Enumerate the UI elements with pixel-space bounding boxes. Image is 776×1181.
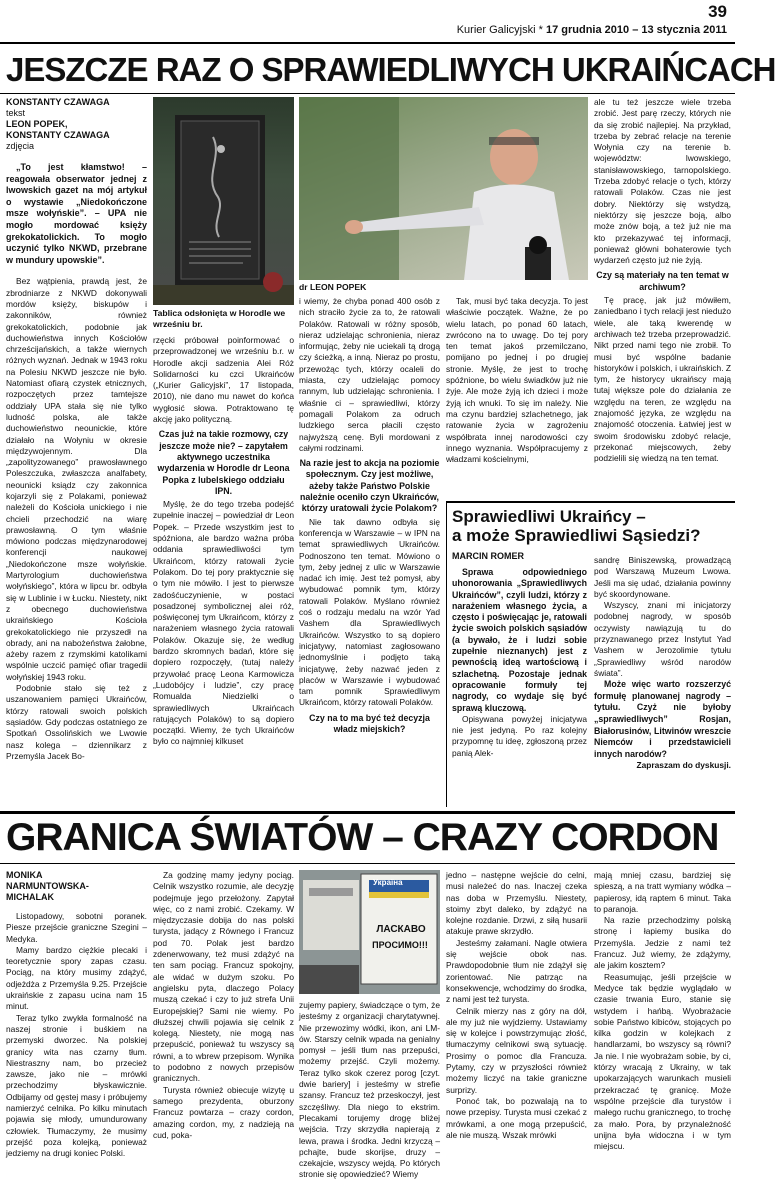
photo1-caption: Tablica odsłonięta w Horodle we wrześniu br.	[153, 308, 286, 329]
article1-column-2	[153, 335, 294, 807]
article1-column-3	[299, 296, 440, 807]
sidebar-title-line: a może Sprawiedliwi Sąsiedzi?	[452, 526, 701, 545]
article2-paragraph: Na razie przechodzimy polską stronę i łapiemy busika do Przemyśla. Jedzie z nami też Francuz. Już wiemy, że zdążymy, ale jakim kosztem?	[594, 915, 731, 971]
sidebar-column-1	[452, 567, 587, 803]
byline-line: tekst	[6, 108, 26, 118]
sidebar-paragraph: Opisywana powyżej inicjatywa nie jest jedyną. Po raz kolejny przypomnę tu ideę, zgłoszoną przez panią Alek-	[452, 713, 587, 758]
article1-paragraph: Bez wątpienia, prawdą jest, że zbrodniarze z NKWD dokonywali mordów księży, biskupów i zakonników, również grekokatolickich, podobnie jak duchowieństwa innych Kościołów chrześcijańskich, a także wiernych różnych wyznań. Jednak w 1943 roku na Polesiu NKWD jeszcze nie było. Natomiast ofiarą czystek etnicznych, rozpoczętych przez tamtejsze oddziały UPA stała się nie tylko ludność polska, ale także duchowieństwo neounickie, które działało na Wołyniu w okresie międzywojennym. Dla „zapolityzowanego” prawosławnego Poleszczuka, zwłaszcza analfabety, neounicki ksiądz czy zakonnica kojarzyli się z Polakami, ponieważ należeli do Kościoła unickiego i nie chcieli przechodzić na wiarę prawosławną. O tym właśnie mówiono podczas międzynarodowej konferencji naukowej „Niedokończone msze wołyńskie. Martyrologium duchowieństwa wołyńskiego”, która w lipcu br. odbyła się w Lublinie i w Łucku. Niestety, nikt z obecnego duchowieństwa ukraińskiego Kościoła grekokatolickiego nie przyszedł na obrady, ani na nabożeństwa żałobne, ażeby razem z rzymskimi katolikami wspólnie uczcić pamięć ofiar tragedii wołyńskiej 1943 roku.	[6, 276, 147, 682]
article2-paragraph: jedno – następne wejście do celni, musi należeć do nas. Inaczej czeka nas doba w Przemyślu. Niestety, stoimy zbyt daleko, by zdążyć na kolejne rozdanie. Drzwi, z siłą husarii atakuje prawe skrzydło.	[446, 870, 587, 937]
byline-line: LEON POPEK,	[6, 119, 68, 129]
article1-paragraph: ale tu też jeszcze wiele trzeba zrobić. Jest parę rzeczy, których nie da się zrobić najlepiej. Na przykład, trzeba by zebrać relacje na terenie Wołynia czy na terenie b. województw: lwowskiego, stanisławowskiego, tarnopolskiego. Trzeba zdobyć relacje o tych, którzy ratowali Polaków. Czas nie jest dobry. Niektórzy się wstydzą, niektórzy się jeszcze boją, albo może znów boją, a też już nie ma kto przekazywać tej informacji, ponieważ główni bohaterowie tych wydarzeń często już nie żyją.	[594, 97, 731, 266]
article2-top-rule	[0, 811, 735, 814]
article2-title: GRANICA ŚWIATÓW – CRAZY CORDON	[6, 816, 719, 859]
byline-line: KONSTANTY CZAWAGA	[6, 97, 110, 107]
article2-paragraph: Za godzinę mamy jedyny pociąg. Celnik wszystko rozumie, ale decyzję podejmuje jego przełożony. Zapytał więc, co z nami zrobić. Czekamy. W międzyczasie dobija do nas polski turysta, jadący z Równego i Francuz pod 70. Polak jest bardzo zdenerwowany, też musi zdążyć na ten sam pociąg. Francuz spokojny, ale widać w dużym szoku. Po angielsku pyta, dlaczego Polacy muszą czekać i czy to już strefa Unii Europejskiej? Sami nie wiemy. Po dłuższej chwili pojawia się celnik z kolegą. Niestety, nie mogą nas przepuścić, ponieważ tu wszyscy są równi, a to wbrew przepisom. Wynika to podobno z nowych przepisów granicznych.	[153, 870, 294, 1084]
article1-question: Czy są materiały na ten temat w archiwum?	[596, 270, 729, 292]
article1-column-1	[6, 97, 147, 807]
article1-paragraph: Tę pracę, jak już mówiłem, zaniedbano i tych relacji jest niedużo wiele, ale taką kwerendę w archiwach też trzeba przeprowadzić. Nikt przed nami tego nie zrobił. To musi być wspólne badanie historyków i polskich, i ukraińskich. Z tym, że historycy ukraińscy mają tutaj większe pole do działania ze względu na teren, ze względu na znajomość języka, ze względu na znajomość otoczenia. Łatwiej jest w swoim środowisku zdobyć relacje, przekonać miejscowych, żeby podzielili się wiedzą na ten temat.	[594, 295, 731, 464]
article2-paragraph: Reasumując, jeśli przejście w Medyce tak będzie wyglądało w czasie trwania Euro, stanie się wstydem i hańbą. Wyobrażacie sobie Państwo kibiców, stojących po kilka godzin w kolejkach z handlarzami, bo wszyscy są równi? Ja nie. I nie wyobrażam sobie, by ci, którzy wracają z Ukrainy, w tak upokarzających warunkach musieli przekraczać tę granicę. Może wspólne przejście dla turystów i małego ruchu granicznego, to trochę za mało. Pora, by przynależność unijna była widoczna i w tym miejscu.	[594, 971, 731, 1152]
dateline	[457, 24, 727, 36]
article2-paragraph: Jesteśmy załamani. Nagle otwiera się wejście obok nas. Prawdopodobnie tłum nie zdążył się zorientować. Nie patrząc na konsekwencje, wchodzimy do środka, z nami jest też turysta.	[446, 937, 587, 1005]
article1-question: Czas już na takie rozmowy, czy jeszcze może nie? – zapytałem aktywnego uczestnika wydarzenia w Horodle dr Leona Popka z lubelskiego oddziału IPN.	[157, 429, 290, 496]
byline-line: zdjęcia	[6, 141, 35, 151]
article1-question: Czy na to ma być też decyzja władz miejskich?	[309, 712, 430, 734]
article2-paragraph: mają mniej czasu, bardziej się spieszą, a na tratt wymiany wódka – papierosy, idą raptem 6 minut. Taka to paranoja.	[594, 870, 731, 914]
sidebar-column-2	[594, 555, 731, 803]
article1-paragraph: Podobnie stało się też z uszanowaniem pamięci Ukraińców, którzy ratowali swoich polskich sąsiadów. Gdy podczas ostatniego ze Spotkań Ossolińskich we Lwowie nasz kolega – dziennikarz z Przemyśla Jacek Bo-	[6, 683, 147, 761]
article2-byline	[6, 870, 147, 903]
sign-welcome-1: ЛАСКАВО	[376, 924, 426, 935]
article2-paragraph: Listopadowy, sobotni poranek. Piesze przejście graniczne Szegini – Medyka.	[6, 911, 147, 944]
article2-paragraph: Mamy bardzo ciężkie plecaki i teoretycznie spory zapas czasu. Pociąg, na który musimy zdążyć, odjeżdża z Przemyśla 9.25. Przejście ukraińskie z zapasu ucina nam 15 minut.	[6, 944, 147, 1012]
byline-line: MICHALAK	[6, 892, 54, 902]
header-rule	[0, 42, 735, 44]
article2-column-2	[153, 870, 294, 1140]
plaque-photo-illustration	[153, 97, 294, 305]
article2-column-5	[594, 870, 731, 1152]
article1-column-4	[446, 296, 588, 496]
byline-line: MONIKA	[6, 870, 43, 880]
portrait-photo-illustration	[299, 97, 588, 280]
sign-welcome-2: ПРОСИМО!!!	[372, 940, 428, 950]
sidebar-lead: Sprawa odpowiedniego uhonorowania „Sprawiedliwych Ukraińców”, czyli ludzi, którzy z narażeniem własnego życia, a często i poświęcając je, ratowali życie swoich polskich sąsiadów (a bywało, że i ludzi sobie zupełnie nieznanych) jest z pewnością ideą wartościową i szlachetną. Pozostaje jednak opracowanie formuły tej nagrody, co wydaje się być sprawą kluczową.	[452, 567, 587, 713]
article1-title: JESZCZE RAZ O SPRAWIEDLIWYCH UKRAIŃCACH	[6, 51, 776, 88]
dateline-separator: *	[535, 24, 546, 36]
photo-plaque	[153, 97, 294, 305]
article2-paragraph: Celnik mierzy nas z góry na dół, ale my już nie wyjdziemy. Ustawiamy się w kolejce i powstrzymując złość, tłumaczymy celnikowi swą sytuację. Prosimy o pomoc dla Francuza. Pytamy, czy w przyszłości również możemy liczyć na takie graniczne surprizy.	[446, 1005, 587, 1095]
sidebar-paragraph: Wszyscy, znani mi inicjatorzy podobnej nagrody, w sposób oczywisty nawiązują tu do przyznawanego przez Instytut Yad Vashem w Jerozolimie tytułu „Sprawiedliwy wśród narodów świata”.	[594, 600, 731, 678]
article1-column-5	[594, 97, 731, 497]
photo2-caption: dr LEON POPEK	[299, 282, 367, 292]
sidebar-title	[452, 507, 732, 545]
article2-column-3	[299, 1000, 440, 1180]
sidebar-byline: MARCIN ROMER	[452, 551, 524, 561]
issue-dates: 17 grudnia 2010 – 13 stycznia 2011	[545, 24, 727, 36]
article1-lead: „To jest kłamstwo! – reagowała obserwator jednej z lwowskich gazet na mój artykuł o wystawie „Niedokończone msze wołyńskie”. – UPA nie mogło mordować księży grekokatolickich. To mogło uczynić tylko NKWD, przebrane w mundury upowskie”.	[6, 162, 147, 265]
article1-question: Na razie jest to akcja na poziomie społecznym. Czy jest możliwe, ażeby także Państwo Polskie należnie oceniło czyn Ukraińców, którzy uratowali życie Polakom?	[299, 458, 440, 514]
photo-border-sign	[299, 870, 440, 994]
article2-title-rule	[0, 863, 735, 864]
sidebar-title-line: Sprawiedliwi Ukraińcy –	[452, 507, 646, 526]
article2-paragraph: Ponoć tak, bo pozwalają na to nowe przepisy. Turysta musi czekać z mrówkami, a one mogą przepuścić, ale nie muszą. Wszak mrówki	[446, 1095, 587, 1140]
article1-paragraph: Myślę, że do tego trzeba podejść zupełnie inaczej – powiedział dr Leon Popek. – Przede wszystkim jest to spóźniona, ale bardzo ważna próba oddania sprawiedliwości tym Ukraińcom, którzy ratowali życie Polakom. Do tej pory praktycznie się o tym nie mówiło. I jest to pierwsze zadośćuczynienie, w postaci posadzonej symbolicznej alei róż, poświęconej tym Ukraińcom, którzy z narażeniem własnego życia ratowali Polaków. Okazuje się, że według bardzo skromnych badań, które się dopiero rozpoczęły, (tutaj należy przywołać pracę Leona Karmowicza „Ludobójcy i ludzie”, czy pracę Romualda Niedzielki o sprawiedliwych Ukraińcach ratujących Polaków) to są dopiero początki. Wiemy, że tych Ukraińców było co najmniej kilkuset	[153, 499, 294, 747]
page-number: 39	[708, 2, 727, 21]
article1-paragraph: rzęcki próbował poinformować o przeprowadzonej we wrześniu b.r. w Horodle akcji sadzenia Alei Róż Solidarności ku czci Ukraińców („Kurier Galicyjski”, 17 listopada, 2010), nie dano mu nawet do końca wygłosić słowa. Potraktowano tę akcję jako polityczną.	[153, 335, 294, 425]
article2-column-4	[446, 870, 587, 1140]
article1-paragraph: i wiemy, że chyba ponad 400 osób z nich straciło życie za to, że ratowali Polaków. Ratowali w różny sposób, nieraz udzielając schronienia, nieraz informując, żeby nie uciekali tą drogą czy ścieżką, a inną. Nieraz po prostu, przewożąc tych, którzy ocaleli do miasta, czy udzielając pomocy rannym, lub udzielając schronienia. I właśnie ci – sprawiedliwi, którzy pomagali Polakom za odruch ludzkiego serca płacili często najwyższą cenę. Byli mordowani z całymi rodzinami.	[299, 296, 440, 453]
byline-line: KONSTANTY CZAWAGA	[6, 130, 110, 140]
photo-leon-popek	[299, 97, 588, 280]
byline-line: NARMUNTOWSKA-	[6, 881, 89, 891]
article2-column-1	[6, 870, 147, 1159]
article2-paragraph: zujemy papiery, świadczące o tym, że jesteśmy z organizacji charytatywnej. Nie przewozimy wódki, ikon, ani LM-ów. Starszy celnik wpada na genialny pomysł – jeśli tłum nas przepuści, możemy przejść. Czyli możemy. Teraz tylko skok czerez porog [czyt. dwie bariery] i jesteśmy w strefie szansy. Francuz też przeskoczył, jest szczęśliwy. Dla niego to ekstrim. Plecakami torujemy drogę bliżej wejścia. Trzy skrzydła napierają z lewa, prawa i środka. Jedni krzyczą – pchajte, bude skorijse, druzy – czekajcie, wszyscy wejdą. Po których stronie się opowiedzieć? Wiemy	[299, 1000, 440, 1180]
article2-paragraph: Teraz tylko zwykła formalność na naszej stronie i buśkiem na przemyski dworzec. Na polskiej granicy wita nas czarny tłum. Niestraszny nam, bo przecież zawsze, jako nie – mrówki przechodzimy błyskawicznie. Odbijamy od gęstej masy i próbujemy namierzyć celnika. Po kilku minutach pojawia się młody, umundurowany człowiek. Tłumaczymy, że musimy przejść poza kolejką, ponieważ jedziemy na drugi koniec Polski.	[6, 1012, 147, 1159]
article1-paragraph: Nie tak dawno odbyła się konferencja w Warszawie – w IPN na temat sprawiedliwych Ukraińców. Podnoszono ten temat. Mówiono o tym, żeby jednej z ulic w Warszawie nadać ich imię. Jest też pomysł, aby wybudować pomnik tym, którzy ratowali Polaków. Myślano również coś o rodzaju medalu na wzór Yad Vashem dla Sprawiedliwych Ukraińców. Wszystko to są dopiero inicjatywy, natomiast zagłosowano jednomyślnie i podjęto taką inicjatywę, żeby nazwać jeden z placów w Warszawie i wybudować tam pomnik Sprawiedliwym Ukraińcom, którzy ratowali Polaków.	[299, 516, 440, 708]
sidebar-paragraph-bold: Może więc warto rozszerzyć formułę planowanej nagrody – tytułu. Czyż nie byłoby „sprawiedliwych” Rosjan, Białorusinów, Litwinów wreszcie Niemców i przedstawicieli innych narodów?	[594, 679, 731, 759]
sidebar-paragraph: sandrę Biniszewską, prowadzącą pod Warszawą Muzeum Lwowa. Jeśli ma się udać, działania powinny być skoordynowane.	[594, 555, 731, 599]
article1-paragraph: Tak, musi być taka decyzja. To jest właściwie początek. Ważne, że po wielu latach, po ponad 60 latach, zwrócono na to uwagę. Do tej pory ten temat jakoś przemilczano, pomijano po jednej i po drugiej stronie. Myślę, że jest to trochę spóźnione, bo wielu świadków już nie żyje. Ale może żyją ich dzieci i może żyją ich wnuki. To się im należy. Nie ma czynu bardziej szlachetnego, jak ratowanie życia w zagrożeniu współbrata innej narodowości czy innego wyznania. Współpracujemy z władzami kościelnymi,	[446, 296, 588, 465]
sign-country: Україна	[373, 878, 403, 887]
article2-paragraph: Turysta również obiecuje wizytę u samego prezydenta, oburzony Francuz powtarza – crazy cordon, amazing cordon, my, z nadzieją na cud, poka-	[153, 1084, 294, 1140]
article1-byline	[6, 97, 147, 152]
article1-title-rule	[0, 93, 735, 94]
sidebar-closing: Zapraszam do dyskusji.	[636, 760, 731, 771]
publication-name: Kurier Galicyjski	[456, 24, 536, 36]
